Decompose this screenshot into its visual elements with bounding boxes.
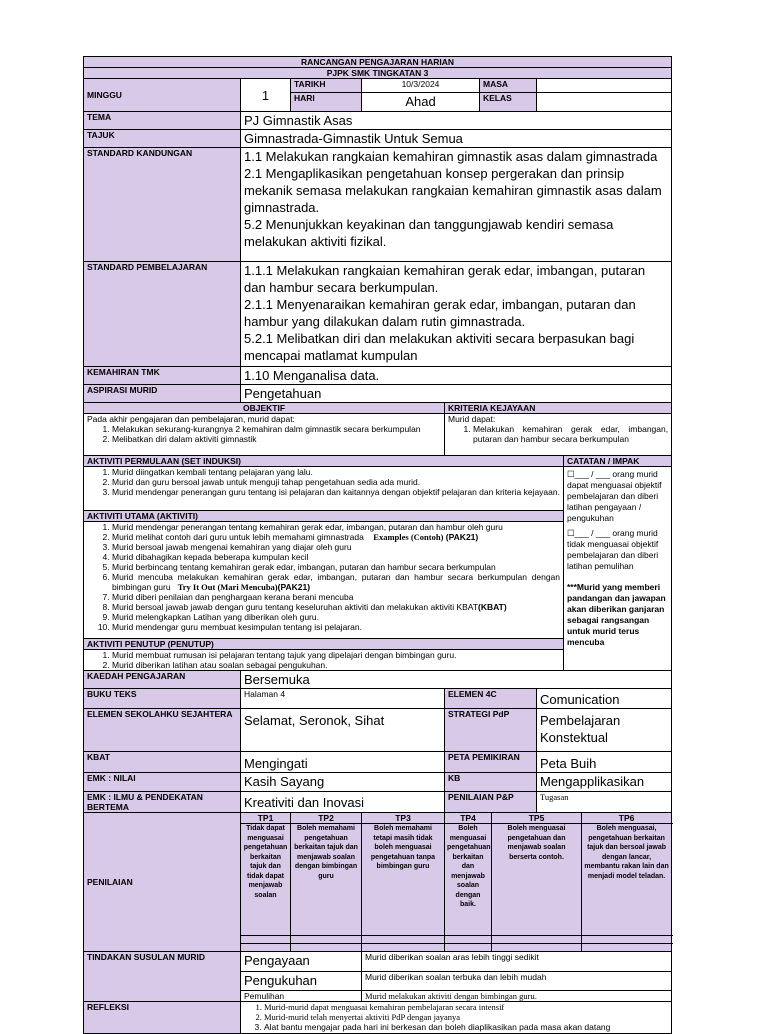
elemen-sekolahku-value: Selamat, Seronok, Sihat bbox=[241, 709, 445, 752]
emk-ilmu-value: Kreativiti dan Inovasi bbox=[241, 792, 445, 813]
tp4-check[interactable] bbox=[445, 936, 492, 944]
tp2-check[interactable] bbox=[291, 936, 362, 944]
tp3-check[interactable] bbox=[362, 936, 445, 944]
peta-value: Peta Buih bbox=[537, 752, 672, 773]
tarikh-value: 10/3/2024 bbox=[362, 79, 480, 93]
utama-item: 6. Murid mencuba melakukan kemahiran gerak edar, imbangan, putaran dan hambur secara berkumpulan dengan bimbingan guru Try It Out (Mari Mencuba)(PAK21) bbox=[112, 572, 560, 592]
sp-line-3: 5.2.1 Melibatkan diri dan melakukan aktiviti secara berpasukan bagi mencapai matlamat kumpulan bbox=[244, 331, 635, 363]
aktiviti-utama-body bbox=[84, 522, 564, 639]
kaedah-label: KAEDAH PENGAJARAN bbox=[84, 671, 241, 689]
tp1-check[interactable] bbox=[241, 936, 291, 944]
minggu-value: 1 bbox=[241, 79, 291, 112]
sk-line-2: 2.1 Mengaplikasikan pengetahuan konsep pergerakan dan prinsip mekanik semasa melakukan rangkaian kemahiran gimnastik asas dalam gimnastrada. bbox=[244, 166, 662, 215]
tp2-check-2[interactable] bbox=[291, 944, 362, 952]
tp5-desc: Boleh menguasai pengetahuan dan menjawab soalan berserta contoh. bbox=[492, 824, 582, 936]
tp4-desc: Boleh menguasai pengetahuan berkaitan dan menjawab soalan dengan baik. bbox=[445, 824, 492, 936]
permulaan-item: 1. Murid diingatkan kembali tentang pelajaran yang lalu. bbox=[112, 467, 560, 477]
kelas-label: KELAS bbox=[480, 93, 537, 112]
utama-item: 1. Murid mendengar penerangan tentang kemahiran gerak edar, imbangan, putaran dan hambur oleh guru bbox=[112, 522, 560, 532]
buku-teks-label: BUKU TEKS bbox=[84, 689, 241, 709]
catatan-note-2: ☐___ / ___ orang murid tidak menguasai objektif pembelajaran dan diberi latihan pemulihan bbox=[567, 528, 659, 571]
tajuk-label: TAJUK bbox=[84, 130, 241, 148]
kelas-value bbox=[537, 93, 672, 112]
refleksi-label: REFLEKSI bbox=[84, 1002, 241, 1034]
utama-item: 3. Murid bersoal jawab mengenai kemahiran yang diajar oleh guru bbox=[112, 542, 560, 552]
hari-value: Ahad bbox=[362, 93, 480, 112]
pak21-tag: Examples (Contoh) bbox=[373, 532, 444, 542]
utama-item: 5. Murid berbincang tentang kemahiran gerak edar, imbangan, putaran dan hambur secara berkumpulan bbox=[112, 562, 560, 572]
emk-ilmu-label: EMK : ILMU & PENDEKATAN BERTEMA bbox=[84, 792, 241, 813]
tp2-label: TP2 bbox=[291, 813, 362, 824]
kb-label: KB bbox=[445, 773, 537, 792]
kemahiran-tmk-label: KEMAHIRAN TMK bbox=[84, 367, 241, 385]
aktiviti-permulaan-label: AKTIVITI PERMULAAN (SET INDUKSI) bbox=[84, 456, 564, 467]
kriteria-body bbox=[445, 414, 672, 456]
penutup-item: 1. Murid membuat rumusan isi pelajaran tentang tajuk yang dipelajari dengan bimbingan guru. bbox=[112, 650, 560, 660]
kaedah-value: Bersemuka bbox=[241, 671, 672, 689]
tp6-check-2[interactable] bbox=[582, 944, 672, 952]
penilaian-pp-label: PENILAIAN P&P bbox=[445, 792, 537, 813]
strategi-value: Pembelajaran Konstektual bbox=[537, 709, 672, 752]
refleksi-item: 3. Alat bantu mengajar pada hari ini berkesan dan boleh diaplikasikan pada masa akan datang bbox=[264, 1022, 668, 1032]
utama-item: 7. Murid diberi penilaian dan penghargaan kerana berani mencuba bbox=[112, 592, 560, 602]
pengayaan-desc: Murid diberikan soalan aras lebih tinggi sedikit bbox=[362, 952, 672, 972]
penilaian-label: PENILAIAN bbox=[84, 813, 241, 952]
peta-label: PETA PEMIKIRAN bbox=[445, 752, 537, 773]
tp6-desc: Boleh menguasai, pengetahuan berkaitan tajuk dan bersoal jawab dengan lancar, membantu rakan lain dan menjadi model teladan. bbox=[582, 824, 672, 936]
sp-line-1: 1.1.1 Melakukan rangkaian kemahiran gerak edar, imbangan, putaran dan hambur secara berkumpulan. bbox=[244, 263, 646, 295]
tp1-check-2[interactable] bbox=[241, 944, 291, 952]
sp-line-2: 2.1.1 Menyenaraikan kemahiran gerak edar, imbangan, putaran dan hambur yang dilakukan dalam rutin gimnastrada. bbox=[244, 297, 636, 329]
tp6-label: TP6 bbox=[582, 813, 672, 824]
aktiviti-permulaan-body bbox=[84, 467, 564, 511]
sk-line-3: 5.2 Menunjukkan keyakinan dan tanggungjawab kendiri semasa melakukan aktiviti fizikal. bbox=[244, 217, 614, 249]
standard-pembelajaran-label: STANDARD PEMBELAJARAN bbox=[84, 262, 241, 367]
refleksi-item: 1. Murid-murid dapat menguasai kemahiran pembelajaran secara intensif bbox=[264, 1002, 668, 1012]
sk-line-1: 1.1 Melakukan rangkaian kemahiran gimnastik asas dalam gimnastrada bbox=[244, 149, 658, 164]
strategi-label: STRATEGI PdP bbox=[445, 709, 537, 752]
standard-kandungan-value bbox=[241, 148, 672, 262]
masa-value bbox=[537, 79, 672, 93]
kbat-value: Mengingati bbox=[241, 752, 445, 773]
tp3-desc: Boleh memahami tetapi masih tidak boleh menguasai pengetahuan tanpa bimbingan guru bbox=[362, 824, 445, 936]
refleksi-item: 2. Murid-murid telah menyertai aktiviti PdP dengan jayanya bbox=[264, 1012, 668, 1022]
pemulihan-desc: Murid melakukan aktiviti dengan bimbingan guru. bbox=[362, 991, 672, 1002]
tp5-label: TP5 bbox=[492, 813, 582, 824]
objektif-item: 2. Melibatkan diri dalam aktiviti gimnastik bbox=[112, 434, 441, 444]
doc-subtitle: PJPK SMK TINGKATAN 3 bbox=[84, 68, 672, 79]
aktiviti-utama-label: AKTIVITI UTAMA (AKTIVITI) bbox=[84, 511, 564, 522]
aspirasi-value: Pengetahuan bbox=[241, 385, 672, 403]
catatan-label: CATATAN / IMPAK bbox=[564, 456, 672, 467]
catatan-note-3: ***Murid yang memberi pandangan dan jawapan akan diberikan ganjaran sebagai rangsangan untuk murid terus mencuba bbox=[567, 582, 666, 647]
tp3-check-2[interactable] bbox=[362, 944, 445, 952]
elemen-4c-label: ELEMEN 4C bbox=[445, 689, 537, 709]
kbat-tag: (KBAT) bbox=[478, 602, 507, 612]
kriteria-intro: Murid dapat: bbox=[448, 414, 496, 424]
standard-pembelajaran-value bbox=[241, 262, 672, 367]
hari-label: HARI bbox=[291, 93, 362, 112]
rph-table bbox=[83, 56, 672, 1034]
penilaian-pp-value: Tugasan bbox=[537, 792, 672, 813]
pengukuhan-desc: Murid diberikan soalan terbuka dan lebih mudah bbox=[362, 972, 672, 991]
kbat-label: KBAT bbox=[84, 752, 241, 773]
doc-title: RANCANGAN PENGAJARAN HARIAN bbox=[84, 57, 672, 68]
emk-nilai-value: Kasih Sayang bbox=[241, 773, 445, 792]
pengukuhan-label: Pengukuhan bbox=[241, 972, 362, 991]
utama-item: 2. Murid melihat contoh dari guru untuk lebih memahami gimnastrada Examples (Contoh) (PAK21) bbox=[112, 532, 560, 542]
masa-label: MASA bbox=[480, 79, 537, 93]
objektif-body bbox=[84, 414, 445, 456]
tema-label: TEMA bbox=[84, 112, 241, 130]
kriteria-label: KRITERIA KEJAYAAN bbox=[445, 403, 672, 414]
tp2-desc: Boleh memahami pengetahuan berkaitan tajuk dan menjawab soalan dengan bimbingan guru bbox=[291, 824, 362, 936]
minggu-label: MINGGU bbox=[84, 79, 241, 112]
tarikh-label: TARIKH bbox=[291, 79, 362, 93]
tema-value: PJ Gimnastik Asas bbox=[241, 112, 672, 130]
kb-value: Mengapplikasikan bbox=[537, 773, 672, 792]
emk-nilai-label: EMK : NILAI bbox=[84, 773, 241, 792]
kemahiran-tmk-value: 1.10 Menganalisa data. bbox=[241, 367, 672, 385]
tp4-label: TP4 bbox=[445, 813, 492, 824]
objektif-label: OBJEKTIF bbox=[84, 403, 445, 414]
utama-item: 9. Murid melengkapkan Latihan yang diberikan oleh guru. bbox=[112, 612, 560, 622]
tp1-label: TP1 bbox=[241, 813, 291, 824]
buku-teks-value: Halaman 4 bbox=[241, 689, 445, 709]
tp4-check-2[interactable] bbox=[445, 944, 492, 952]
objektif-item: 1. Melakukan sekurang-kurangnya 2 kemahiran dalm gimnastik secara berkumpulan bbox=[112, 424, 441, 434]
objektif-intro: Pada akhir pengajaran dan pembelajaran, murid dapat: bbox=[87, 414, 295, 424]
tp5-check[interactable] bbox=[492, 936, 582, 944]
utama-item: 8. Murid bersoal jawab jawab dengan guru tentang keseluruhan aktiviti dan melakukan aktiviti KBAT(KBAT) bbox=[112, 602, 560, 612]
tp6-check[interactable] bbox=[582, 936, 672, 944]
standard-kandungan-label: STANDARD KANDUNGAN bbox=[84, 148, 241, 262]
catatan-note-1: ☐___ / ___ orang murid dapat menguasai objektif pembelajaran dan diberi latihan pengayaan / pengukuhan bbox=[567, 469, 662, 523]
pengayaan-label: Pengayaan bbox=[241, 952, 362, 972]
tp3-label: TP3 bbox=[362, 813, 445, 824]
tindakan-label: TINDAKAN SUSULAN MURID bbox=[84, 952, 241, 1002]
pemulihan-label: Pemulihan bbox=[241, 991, 362, 1002]
permulaan-item: 2. Murid dan guru bersoal jawab untuk menguji tahap pengetahuan sedia ada murid. bbox=[112, 477, 560, 487]
tp5-check-2[interactable] bbox=[492, 944, 582, 952]
aktiviti-penutup-label: AKTIVITI PENUTUP (PENUTUP) bbox=[84, 639, 564, 650]
kriteria-item: 1. Melakukan kemahiran gerak edar, imbangan, putaran dan hambur secara berkumpulan bbox=[473, 424, 668, 444]
permulaan-item: 3. Murid mendengar penerangan guru tentang isi pelajaran dan kaitannya dengan objektif pelajaran dan kriteria kejayaan. bbox=[112, 487, 560, 497]
tajuk-value: Gimnastrada-Gimnastik Untuk Semua bbox=[241, 130, 672, 148]
aspirasi-label: ASPIRASI MURID bbox=[84, 385, 241, 403]
aktiviti-penutup-body bbox=[84, 650, 564, 671]
utama-item: 10. Murid mendengar guru membuat kesimpulan tentang isi pelajaran. bbox=[112, 622, 560, 632]
tp1-desc: Tidak dapat menguasai pengetahuan berkaitan tajuk dan tidak dapat menjawab soalan bbox=[241, 824, 291, 936]
elemen-sekolahku-label: ELEMEN SEKOLAHKU SEJAHTERA bbox=[84, 709, 241, 752]
pak21-tag: Try It Out (Mari Mencuba) bbox=[177, 582, 278, 592]
catatan-body bbox=[564, 467, 672, 671]
elemen-4c-value: Comunication bbox=[537, 689, 672, 709]
penutup-item: 2. Murid diberikan latihan atau soalan sebagai pengukuhan. bbox=[112, 660, 560, 670]
refleksi-body bbox=[241, 1002, 672, 1034]
utama-item: 4. Murid dibahagikan kepada beberapa kumpulan kecil bbox=[112, 552, 560, 562]
